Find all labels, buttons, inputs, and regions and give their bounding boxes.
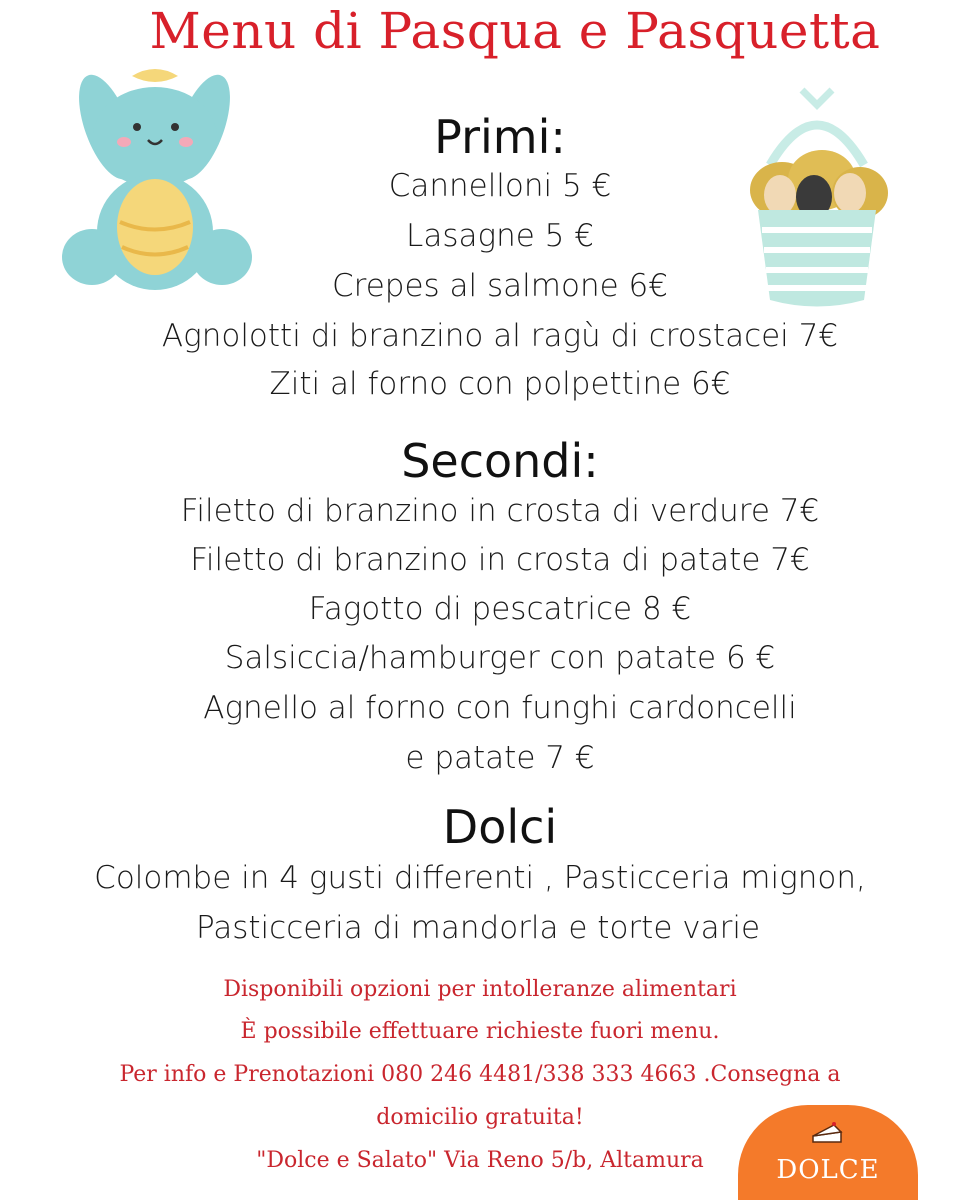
menu-item: e patate 7 € [405, 740, 595, 776]
menu-item: Lasagne 5 € [406, 218, 594, 254]
menu-item: Salsiccia/hamburger con patate 6 € [224, 640, 776, 676]
menu-item: Ziti al forno con polpettine 6€ [269, 366, 731, 402]
menu-item: Crepes al salmone 6€ [332, 268, 668, 304]
menu-title: Menu di Pasqua e Pasquetta [149, 2, 881, 60]
section-heading-primi: Primi: [434, 110, 566, 164]
menu-item: Agnolotti di branzino al ragù di crostacei 7€ [161, 318, 839, 354]
logo-text: DOLCE [776, 1155, 880, 1185]
info-line: Per info e Prenotazioni 080 246 4481/338 333 4663 .Consegna a [119, 1062, 841, 1087]
menu-item: Colombe in 4 gusti differenti , Pasticceria mignon, [94, 860, 866, 896]
menu-item: Fagotto di pescatrice 8 € [308, 591, 692, 627]
menu-item: Filetto di branzino in crosta di patate 7€ [190, 542, 810, 578]
menu-item: Filetto di branzino in crosta di verdure 7€ [180, 493, 820, 529]
menu-item: Cannelloni 5 € [388, 168, 612, 204]
info-line: È possibile effettuare richieste fuori menu. [240, 1019, 720, 1044]
info-line: domicilio gratuita! [376, 1105, 584, 1130]
address-line: "Dolce e Salato" Via Reno 5/b, Altamura [256, 1148, 704, 1173]
section-heading-secondi: Secondi: [401, 434, 599, 488]
menu-item: Agnello al forno con funghi cardoncelli [203, 690, 797, 726]
menu-item: Pasticceria di mandorla e torte varie [195, 910, 761, 946]
cake-slice-icon [810, 1120, 844, 1146]
section-heading-dolci: Dolci [442, 800, 558, 854]
logo-badge [738, 1105, 918, 1200]
info-line: Disponibili opzioni per intolleranze alimentari [223, 977, 737, 1002]
